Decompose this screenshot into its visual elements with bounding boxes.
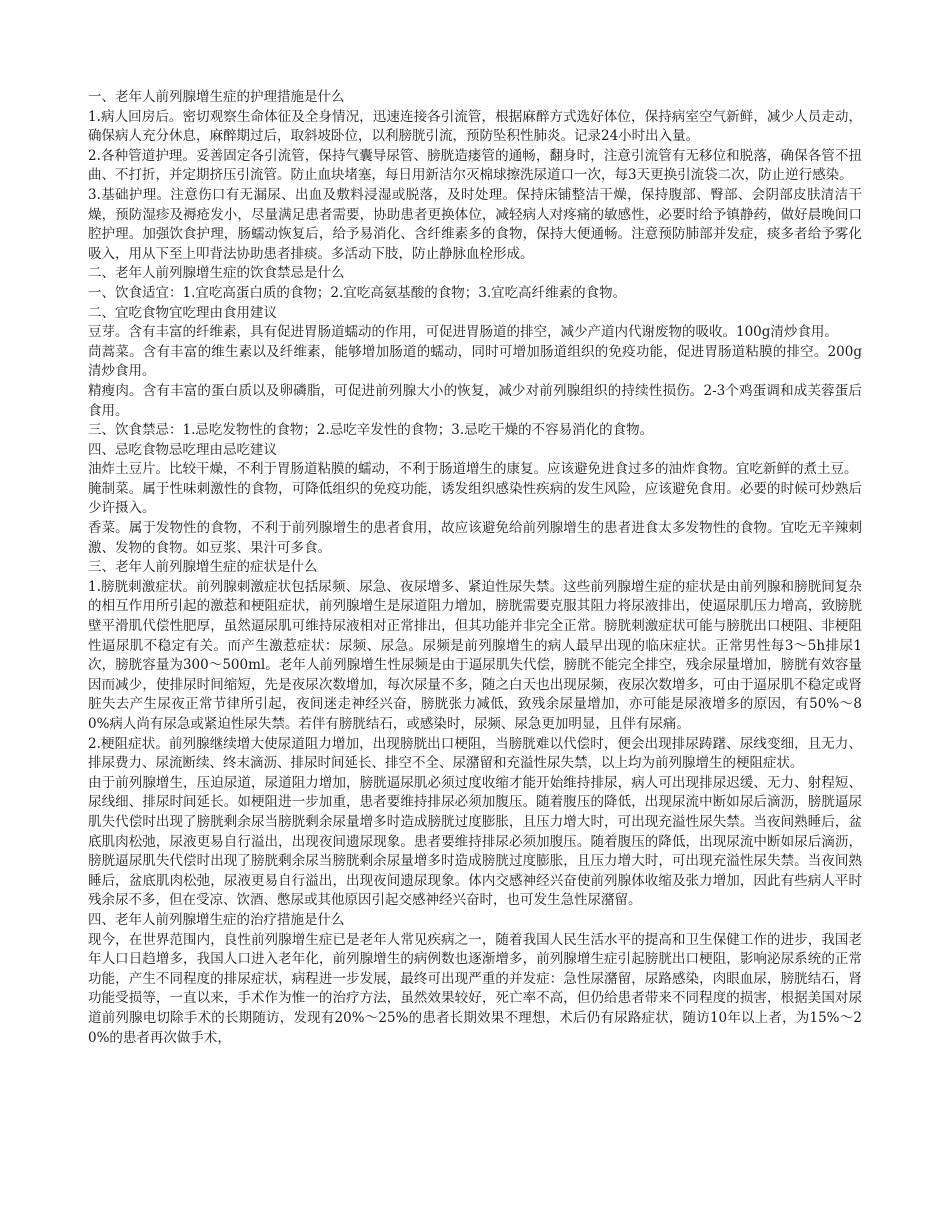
paragraph: 腌制菜。属于性味刺激性的食物，可降低组织的免疫功能，诱发组织感染性疾病的发生风险，应该避免食用。必要的时候可炒熟后少许摄入。 xyxy=(88,480,862,517)
section-heading-nursing: 一、老年人前列腺增生症的护理措施是什么 xyxy=(88,89,345,105)
paragraph: 2.梗阻症状。前列腺继续增大使尿道阻力增加，出现膀胱出口梗阻，当膀胱难以代偿时，便会出现排尿踌躇、尿线变细，且无力、排尿费力、尿流断续、终末滴沥、排尿时间延长、排空不全、尿潴留和充溢性尿失禁，以上均为前列腺增生的梗阻症状。 xyxy=(88,735,862,772)
section-heading-symptoms: 三、老年人前列腺增生症的症状是什么 xyxy=(88,559,318,576)
paragraph: 豆芽。含有丰富的纤维素，具有促进胃肠道蠕动的作用，可促进胃肠道的排空，减少产道内代谢废物的吸收。100g清炒食用。 xyxy=(88,324,838,341)
paragraph: 现今，在世界范围内，良性前列腺增生症已是老年人常见疾病之一，随着我国人民生活水平的提高和卫生保健工作的进步，我国老年人口日趋增多，我国人口进入老年化，前列腺增生的病例数也逐渐增多，前列腺增生症引起膀胱出口梗阻，影响泌尿系统的正常功能，产生不同程度的排尿症状，病程进一步发展，最终可出现严重的并发症：急性尿潴留，尿路感染，肉眼血尿，膀胱结石，肾功能受损等，一直以来，手术作为惟一的治疗方法，虽然效果较好，死亡率不高，但仍给患者带来不同程度的损害，根据美国对尿道前列腺电切除手术的长期随访，发现有20%～25%的患者长期效果不理想，术后仍有尿路症状，随访10年以上者，为15%～20%的患者再次做手术， xyxy=(88,931,862,1046)
section-heading-treatment: 四、老年人前列腺增生症的治疗措施是什么 xyxy=(88,911,345,928)
paragraph: 茼蒿菜。含有丰富的维生素以及纤维素，能够增加肠道的蠕动，同时可增加肠道组织的免疫功能，促进胃肠道粘膜的排空。200g清炒食用。 xyxy=(88,343,862,380)
subheading: 二、宜吃食物宜吃理由食用建议 xyxy=(88,304,277,321)
subheading: 四、忌吃食物忌吃理由忌吃建议 xyxy=(88,441,277,458)
paragraph: 精瘦肉。含有丰富的蛋白质以及卵磷脂，可促进前列腺大小的恢复，减少对前列腺组织的持续性损伤。2-3个鸡蛋调和成芙蓉蛋后食用。 xyxy=(88,382,862,419)
paragraph: 1.病人回房后。密切观察生命体征及全身情况，迅速连接各引流管，根据麻醉方式选好体位，保持病室空气新鲜，减少人员走动，确保病人充分休息，麻醉期过后，取斜坡卧位，以利膀胱引流，预防坠积性肺炎。记录24小时出入量。 xyxy=(88,108,862,145)
paragraph: 由于前列腺增生，压迫尿道，尿道阻力增加，膀胱逼尿肌必须过度收缩才能开始维持排尿，病人可出现排尿迟缓、无力、射程短、尿线细、排尿时间延长。如梗阻进一步加重，患者要维持排尿必须加腹压。随着腹压的降低，出现尿流中断如尿后滴沥，膀胱逼尿肌失代偿时出现了膀胱剩余尿当膀胱剩余尿量增多时造成膀胱过度膨胀，且压力增大时，可出现充溢性尿失禁。当夜间熟睡后，盆底肌肉松弛，尿液更易自行溢出，出现夜间遗尿现象。患者要维持排尿必须加腹压。随着腹压的降低，出现尿流中断如尿后滴沥，膀胱逼尿肌失代偿时出现了膀胱剩余尿当膀胱剩余尿量增多时造成膀胱过度膨胀，且压力增大时，可出现充溢性尿失禁。当夜间熟睡后，盆底肌肉松弛，尿液更易自行溢出，出现夜间遗尿现象。体内交感神经兴奋使前列腺体收缩及张力增加，因此有些病人平时残余尿不多，但在受凉、饮酒、憋尿或其他原因引起交感神经兴奋时，也可发生急性尿潴留。 xyxy=(88,774,862,909)
paragraph: 一、饮食适宜：1.宜吃高蛋白质的食物；2.宜吃高氨基酸的食物；3.宜吃高纤维素的食物。 xyxy=(88,284,627,301)
paragraph: 油炸土豆片。比较干燥，不利于胃肠道粘膜的蠕动，不利于肠道增生的康复。应该避免进食过多的油炸食物。宜吃新鲜的煮土豆。 xyxy=(88,461,858,478)
paragraph: 3.基础护理。注意伤口有无漏尿、出血及敷料浸湿或脱落，及时处理。保持床铺整洁干燥，保持腹部、臀部、会阴部皮肤清洁干燥，预防湿疹及褥疮发小，尽量满足患者需要，协助患者更换体位，减轻病人对疼痛的敏感性，必要时给予镇静药，做好晨晚间口腔护理。加强饮食护理，肠蠕动恢复后，给予易消化、含纤维素多的食物，保持大便通畅。注意预防肺部并发症，痰多者给予雾化吸入，用从下至上叩背法协助患者排痰。多活动下肢，防止静脉血栓形成。 xyxy=(88,186,862,262)
section-heading-diet: 二、老年人前列腺增生症的饮食禁忌是什么 xyxy=(88,265,345,282)
paragraph: 2.各种管道护理。妥善固定各引流管，保持气囊导尿管、膀胱造瘘管的通畅，翻身时，注意引流管有无移位和脱落，确保各管不扭曲、不打折，并定期挤压引流管。防止血块堵塞，每日用新洁尔灭棉球擦洗尿道口一次，每3天更换引流袋二次，防止逆行感染。 xyxy=(88,147,862,184)
paragraph: 三、饮食禁忌：1.忌吃发物性的食物；2.忌吃辛发性的食物；3.忌吃干燥的不容易消化的食物。 xyxy=(88,422,654,439)
paragraph: 1.膀胱刺激症状。前列腺刺激症状包括尿频、尿急、夜尿增多、紧迫性尿失禁。这些前列腺增生症的症状是由前列腺和膀胱间复杂的相互作用所引起的激惹和梗阻症状，前列腺增生是尿道阻力增加，膀胱需要克服其阻力将尿液排出，使逼尿肌压力增高，致膀胱壁平滑肌代偿性肥厚，虽然逼尿肌可维持尿液相对正常排出，但其功能并非完全正常。膀胱刺激症状可能与膀胱出口梗阻、非梗阻性逼尿肌不稳定有关。而产生激惹症状：尿频、尿急。尿频是前列腺增生的病人最早出现的临床症状。正常男性每3～5h排尿1次，膀胱容量为300～500ml。老年人前列腺增生性尿频是由于逼尿肌失代偿，膀胱不能完全排空，残余尿量增加，膀胱有效容量因而减少，使排尿时间缩短，先是夜尿次数增加，每次尿量不多，随之白天也出现尿频，夜尿次数增多，可由于逼尿肌不稳定或肾脏失去产生尿夜正常节律所引起，夜间迷走神经兴奋，膀胱张力减低，致残余尿量增加，亦可能是尿液增多的原因，有50%～80%病人尚有尿急或紧迫性尿失禁。若伴有膀胱结石，或感染时，尿频、尿急更加明显，且伴有尿痛。 xyxy=(88,578,862,732)
paragraph: 香菜。属于发物性的食物，不利于前列腺增生的患者食用，故应该避免给前列腺增生的患者进食太多发物性的食物。宜吃无辛辣刺激、发物的食物。如豆浆、果汁可多食。 xyxy=(88,520,862,556)
